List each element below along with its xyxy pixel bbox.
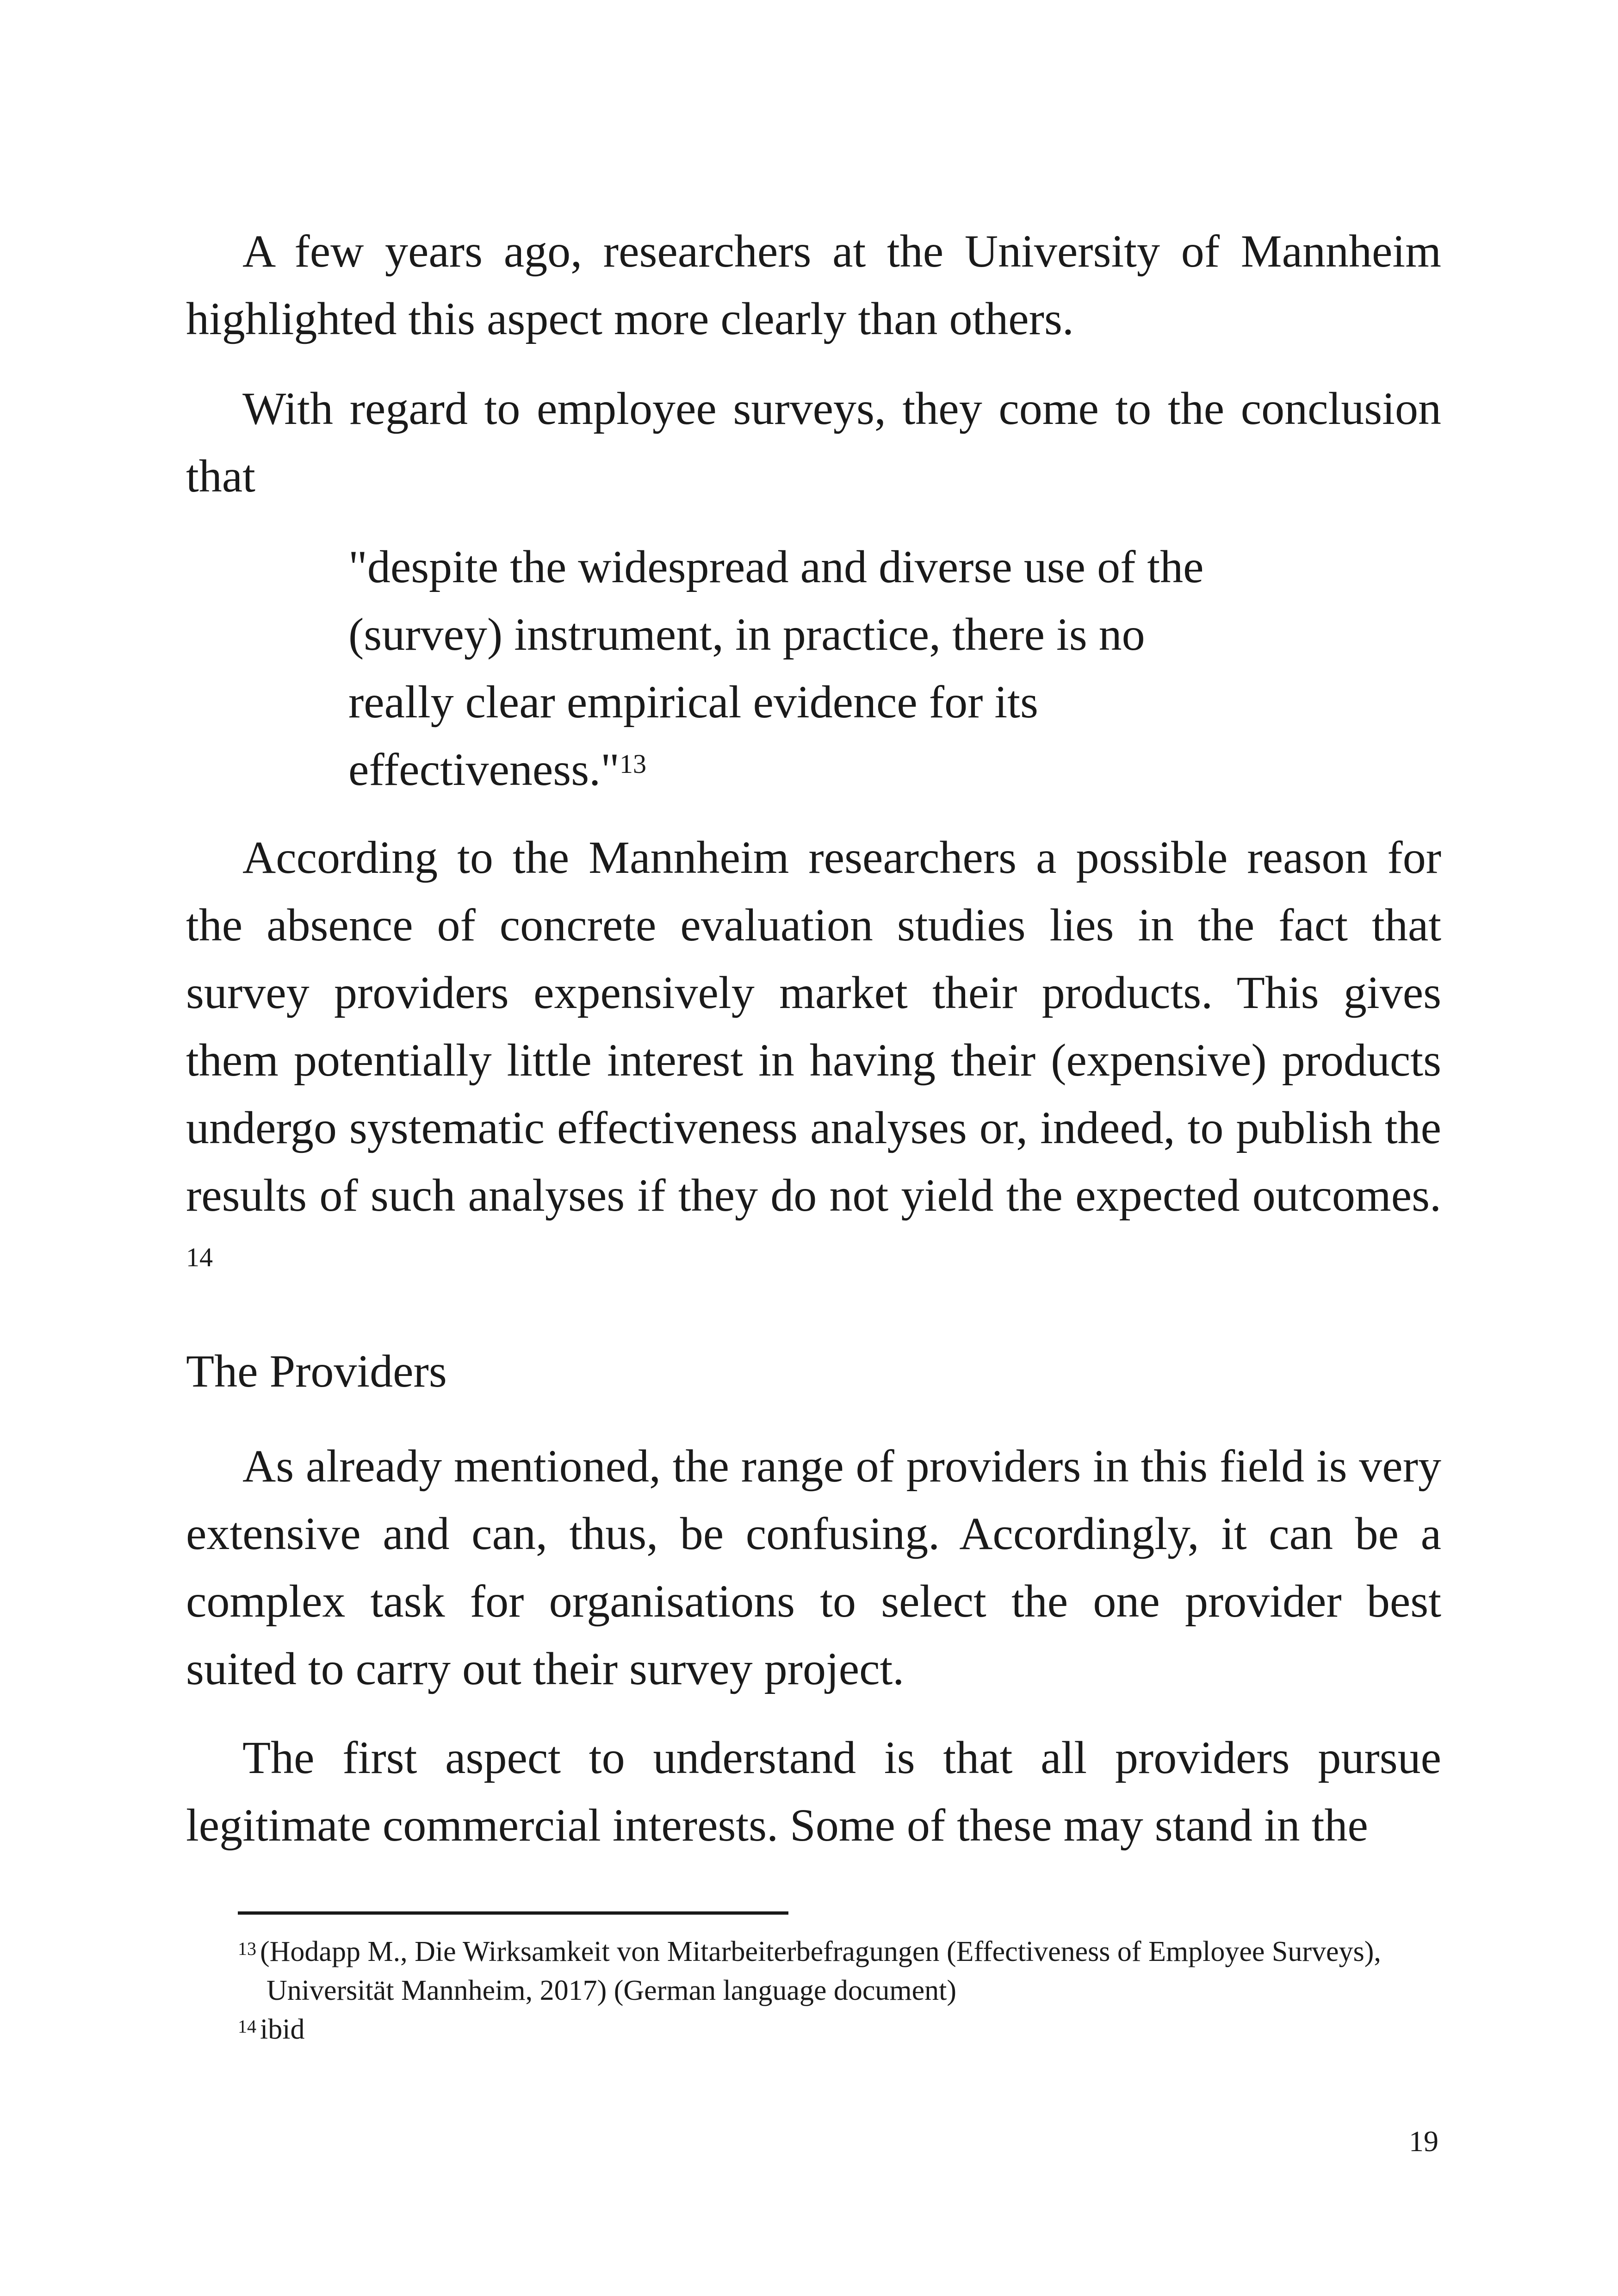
footnote-13-line1: (Hodapp M., Die Wirksamkeit von Mitarbeiterbefragungen (Effectiveness of Employee Surveys), xyxy=(260,1936,1381,1967)
footnote-ref-14: 14 xyxy=(186,1242,213,1272)
footnote-14-number: 14 xyxy=(238,2016,256,2037)
paragraph-3 xyxy=(186,824,1441,1297)
footnote-13-line2: Universität Mannheim, 2017) (German language document) xyxy=(267,1975,956,2006)
paragraph-4-block xyxy=(186,1432,1441,1703)
paragraph-5-block xyxy=(186,1724,1441,1859)
paragraph-1: A few years ago, researchers at the University of Mannheim highlighted this aspect more clearly than others. xyxy=(186,225,1441,344)
paragraph-3-text: According to the Mannheim researchers a possible reason for the absence of concrete evaluation studies lies in the fact that survey providers expensively market their products. This gives them potentially little interest in having their (expensive) products undergo systematic effectiveness analyses or, indeed, to publish the results of such analyses if they do not yield the expected outcomes. xyxy=(186,832,1441,1221)
paragraph-2: With regard to employee surveys, they come to the conclusion that xyxy=(186,383,1441,502)
footnote-13-number: 13 xyxy=(238,1938,256,1959)
paragraph-4: As already mentioned, the range of providers in this field is very extensive and can, thus, be confusing. Accordingly, it can be a complex task for organisations to select the one provider best suited to carry out their survey project. xyxy=(186,1440,1441,1694)
footnote-13 xyxy=(238,1932,1450,2010)
block-quote-text: "despite the widespread and diverse use of the (survey) instrument, in practice, there is no really clear empirical evidence for its effectiveness." xyxy=(348,541,1204,795)
footnote-ref-13: 13 xyxy=(619,749,646,779)
paragraph-1-block xyxy=(186,218,1441,353)
footnote-14 xyxy=(238,2010,1450,2049)
section-heading: The Providers xyxy=(186,1345,447,1397)
block-quote xyxy=(348,533,1223,803)
paragraph-5: The first aspect to understand is that all providers pursue legitimate commercial interests. Some of these may stand in the xyxy=(186,1732,1441,1851)
footnote-14-text: ibid xyxy=(260,2014,305,2045)
page-number: 19 xyxy=(1409,2125,1438,2158)
footnotes xyxy=(238,1932,1450,2049)
paragraph-2-block xyxy=(186,375,1441,510)
paragraph-3-block xyxy=(186,824,1441,1297)
footnote-separator xyxy=(238,1911,788,1915)
